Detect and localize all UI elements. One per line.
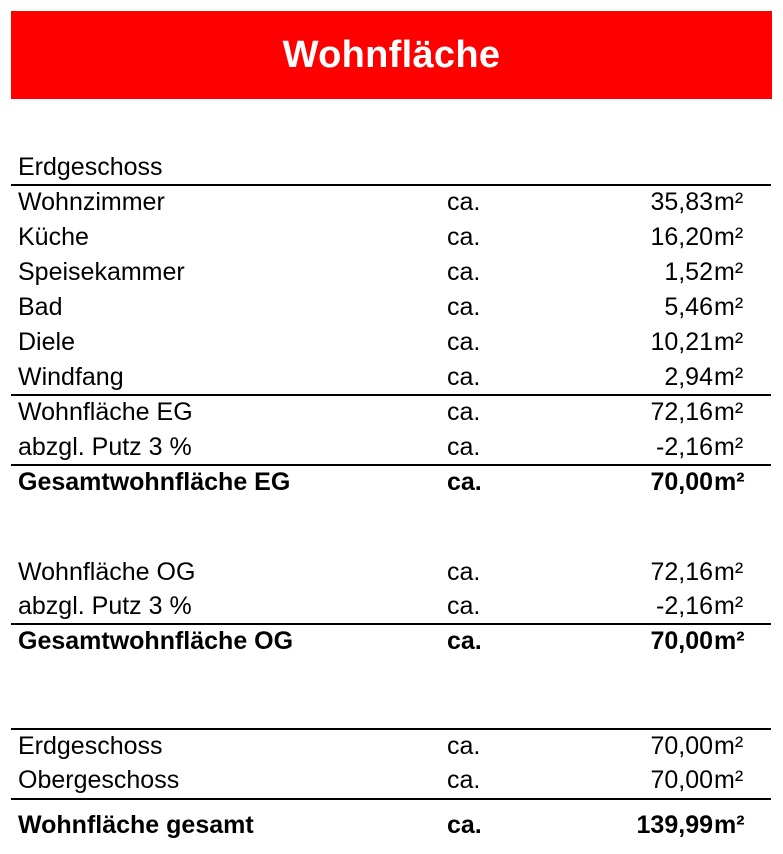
total-label: Gesamtwohnfläche EG xyxy=(18,468,291,496)
unit-label: m² xyxy=(714,258,744,286)
area-value: 2,94 xyxy=(664,363,713,391)
area-value: 70,00 xyxy=(650,627,713,655)
total-row-og xyxy=(11,624,771,659)
putz-label: abzgl. Putz 3 % xyxy=(18,433,192,461)
approx-label: ca. xyxy=(447,363,481,391)
summary-label: Erdgeschoss xyxy=(18,732,163,760)
approx-label: ca. xyxy=(447,592,481,620)
section-header-eg xyxy=(11,150,771,185)
area-value: 5,46 xyxy=(664,293,713,321)
section-header-label: Erdgeschoss xyxy=(18,153,163,181)
unit-label: m² xyxy=(714,188,744,216)
room-label: Küche xyxy=(18,223,89,251)
area-value: 70,00 xyxy=(650,766,713,794)
area-value: 10,21 xyxy=(650,328,713,356)
table-row xyxy=(11,360,771,395)
grand-total-label: Wohnfläche gesamt xyxy=(18,811,254,839)
approx-label: ca. xyxy=(447,627,482,655)
approx-label: ca. xyxy=(447,811,482,839)
room-label: Speisekammer xyxy=(18,258,185,286)
title-banner xyxy=(11,11,772,99)
area-value: 35,83 xyxy=(650,188,713,216)
area-value: 139,99 xyxy=(636,811,713,839)
approx-label: ca. xyxy=(447,468,482,496)
unit-label: m² xyxy=(714,627,745,655)
area-value: 16,20 xyxy=(650,223,713,251)
area-value: 70,00 xyxy=(650,468,713,496)
approx-label: ca. xyxy=(447,398,481,426)
approx-label: ca. xyxy=(447,433,481,461)
area-value: 72,16 xyxy=(650,398,713,426)
putz-label: abzgl. Putz 3 % xyxy=(18,592,192,620)
summary-label: Obergeschoss xyxy=(18,766,180,794)
table-row xyxy=(11,185,771,220)
unit-label: m² xyxy=(714,732,744,760)
table-row xyxy=(11,255,771,290)
approx-label: ca. xyxy=(447,558,481,586)
subtotal-row-og xyxy=(11,555,771,590)
unit-label: m² xyxy=(714,223,744,251)
area-value: 1,52 xyxy=(664,258,713,286)
unit-label: m² xyxy=(714,398,744,426)
approx-label: ca. xyxy=(447,258,481,286)
room-label: Wohnzimmer xyxy=(18,188,165,216)
subtotal-label: Wohnfläche EG xyxy=(18,398,193,426)
area-value: 70,00 xyxy=(650,732,713,760)
unit-label: m² xyxy=(714,811,745,839)
room-label: Bad xyxy=(18,293,63,321)
approx-label: ca. xyxy=(447,223,481,251)
subtotal-row-eg xyxy=(11,395,771,430)
subtotal-label: Wohnfläche OG xyxy=(18,558,196,586)
area-value: 72,16 xyxy=(650,558,713,586)
unit-label: m² xyxy=(714,328,744,356)
area-value: -2,16 xyxy=(656,592,713,620)
approx-label: ca. xyxy=(447,766,481,794)
area-value: -2,16 xyxy=(656,433,713,461)
grand-total-row xyxy=(11,808,771,843)
unit-label: m² xyxy=(714,433,744,461)
total-row-eg xyxy=(11,465,771,500)
divider xyxy=(11,798,771,800)
table-row xyxy=(11,290,771,325)
approx-label: ca. xyxy=(447,293,481,321)
approx-label: ca. xyxy=(447,188,481,216)
unit-label: m² xyxy=(714,558,744,586)
table-row xyxy=(11,325,771,360)
approx-label: ca. xyxy=(447,732,481,760)
putz-row-eg xyxy=(11,430,771,465)
unit-label: m² xyxy=(714,293,744,321)
room-label: Windfang xyxy=(18,363,124,391)
unit-label: m² xyxy=(714,363,744,391)
unit-label: m² xyxy=(714,592,744,620)
page-title: Wohnfläche xyxy=(282,33,501,76)
table-row xyxy=(11,220,771,255)
summary-row xyxy=(11,763,771,798)
putz-row-og xyxy=(11,589,771,624)
unit-label: m² xyxy=(714,468,745,496)
unit-label: m² xyxy=(714,766,744,794)
room-label: Diele xyxy=(18,328,75,356)
approx-label: ca. xyxy=(447,328,481,356)
summary-row xyxy=(11,729,771,764)
total-label: Gesamtwohnfläche OG xyxy=(18,627,294,655)
